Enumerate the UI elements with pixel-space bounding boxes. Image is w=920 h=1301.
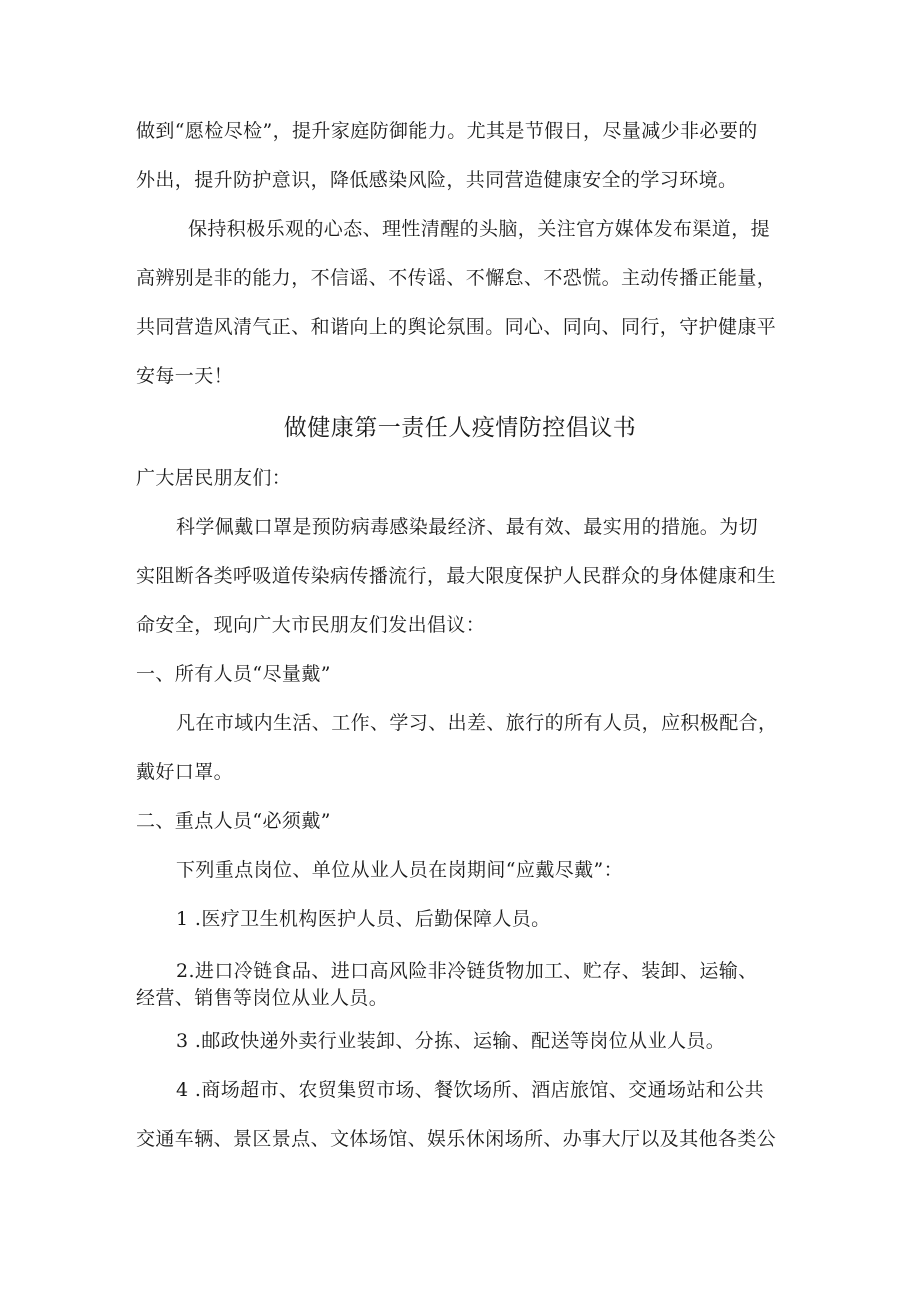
section2-intro: 下列重点岗位、单位从业人员在岗期间“应戴尽戴”： (176, 859, 624, 881)
section2-heading: 二、重点人员“必须戴” (136, 810, 331, 832)
list-item-4-line-1: 4 .商场超市、农贸集贸市场、餐饮场所、酒店旅馆、交通场站和公共 (176, 1079, 764, 1101)
attitude-line-4: 安每一天！ (136, 365, 234, 387)
section1-line-2: 戴好口罩。 (136, 761, 234, 783)
list-item-1: 1 .医疗卫生机构医护人员、后勤保障人员。 (176, 908, 551, 930)
document-title: 做健康第一责任人疫情防控倡议书 (283, 415, 637, 441)
intro-line-2: 外出，提升防护意识，降低感染风险，共同营造健康安全的学习环境。 (136, 169, 738, 191)
mask-line-1: 科学佩戴口罩是预防病毒感染最经济、最有效、最实用的措施。为切 (176, 516, 759, 538)
list-item-3: 3 .邮政快递外卖行业装卸、分拣、运输、配送等岗位从业人员。 (176, 1030, 726, 1052)
mask-line-2: 实阻断各类呼吸道传染病传播流行，最大限度保护人民群众的身体健康和生 (136, 565, 777, 587)
attitude-line-2: 高辨别是非的能力，不信谣、不传谣、不懈怠、不恐慌。主动传播正能量， (136, 267, 777, 289)
attitude-line-1: 保持积极乐观的心态、理性清醒的头脑，关注官方媒体发布渠道，提 (188, 218, 771, 240)
list-item-2-line-2: 经营、销售等岗位从业人员。 (136, 987, 389, 1009)
attitude-line-3: 共同营造风清气正、和谐向上的舆论氛围。同心、同向、同行，守护健康平 (136, 316, 777, 338)
section1-line-1: 凡在市域内生活、工作、学习、出差、旅行的所有人员，应积极配合， (176, 712, 778, 734)
list-item-4-line-2: 交通车辆、景区景点、文体场馆、娱乐休闲场所、办事大厅以及其他各类公 (136, 1128, 777, 1150)
salutation: 广大居民朋友们： (136, 467, 292, 489)
mask-line-3: 命安全，现向广大市民朋友们发出倡议： (136, 614, 486, 636)
section1-heading: 一、所有人员“尽量戴” (136, 663, 331, 685)
intro-line-1: 做到“愿检尽检”，提升家庭防御能力。尤其是节假日，尽量减少非必要的 (136, 120, 758, 142)
list-item-2-line-1: 2.进口冷链食品、进口高风险非冷链货物加工、贮存、装卸、运输、 (176, 960, 758, 982)
